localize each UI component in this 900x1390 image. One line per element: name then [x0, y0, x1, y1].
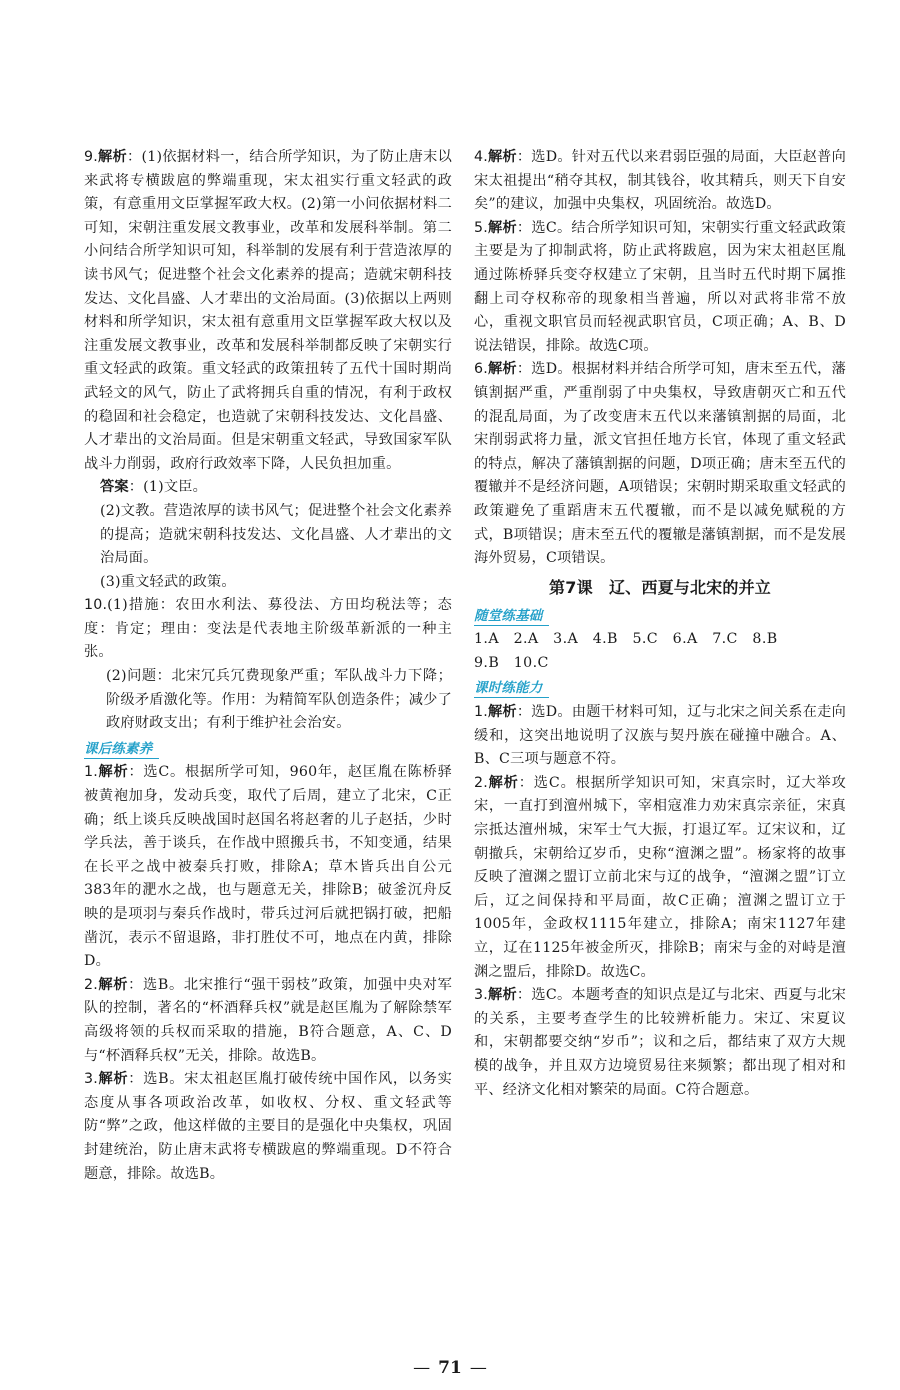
basic-answers-line-1: 1.A 2.A 3.A 4.B 5.C 6.A 7.C 8.B: [474, 631, 778, 648]
question-4: [474, 146, 846, 217]
section-tag-ability: 课时练能力: [474, 679, 549, 698]
analysis-label: 解析: [487, 987, 517, 1004]
analysis-label: 解析: [97, 1071, 129, 1088]
question-number: 3.: [474, 987, 488, 1004]
answer-line-2: (2)文教。营造浓厚的读书风气；促进整个社会文化素养的提高；造就宋朝科技发达、文化昌盛、人才辈出的文治局面。: [100, 502, 452, 567]
question-1: [84, 761, 452, 973]
analysis-label: 解析: [487, 361, 517, 378]
answer-text-1: ：(1)文臣。: [128, 479, 208, 496]
question-number: 10.: [84, 597, 108, 614]
analysis-label: 解析: [487, 219, 517, 236]
question-number: 5.: [474, 219, 488, 236]
question-number: 9.: [84, 149, 98, 165]
analysis-label: 解析: [97, 976, 129, 993]
analysis-text: ：选D。根据材料并结合所学可知，唐末至五代，藩镇割据严重，严重削弱了中央集权，导致唐朝灭亡和五代的混乱局面，为了改变唐末五代以来藩镇割据的局面，北宋削弱武将力量，派文官担任地方长官，体现了重文轻武的特点，解决了藩镇割据的问题，D项正确；唐末至五代的覆辙并不是经济问题，A项错误；宋朝时期采取重文轻武的政策避免了重蹈唐末五代覆辙，而不是以减免赋税的方式，B项错误；唐末至五代的覆辙是藩镇割据，而不是发展海外贸易，C项错误。: [474, 361, 846, 567]
question-number: 1.: [474, 704, 488, 721]
page-number-value: 71: [438, 1358, 462, 1378]
question-10: [84, 594, 452, 665]
analysis-label: 解析: [97, 149, 128, 165]
basic-answers-line-2: 9.B 10.C: [474, 654, 549, 671]
left-column: [84, 146, 452, 1186]
question-3: [84, 1068, 452, 1186]
question-number: 4.: [474, 149, 488, 165]
analysis-label: 解析: [97, 764, 129, 781]
analysis-text: ：选C。结合所学知识可知，宋朝实行重文轻武政策主要是为了抑制武将，防止武将跋扈，因为宋太祖赵匡胤通过陈桥驿兵变夺权建立了宋朝，且当时五代时期下属推翻上司夺权称帝的现象相当普遍，所以对武将非常不放心，重视文职官员而轻视武职官员，C项正确；A、B、D说法错误，排除。故选C项。: [474, 219, 846, 354]
q10-part-1: (1)措施：农田水利法、募役法、方田均税法等；态度：肯定；理由：变法是代表地主阶级革新派的一种主张。: [84, 597, 452, 661]
lesson-title: 第7课 辽、西夏与北宋的并立: [549, 577, 771, 597]
page-dash-right: —: [469, 1358, 487, 1378]
analysis-label: 解析: [487, 704, 517, 721]
analysis-text: ：选B。宋太祖赵匡胤打破传统中国作风，以务实态度从事各项政治改革，如收权、分权、重文轻武等防“弊”之政，他这样做的主要目的是强化中央集权，巩固封建统治，防止唐末武将专横跋扈的弊端重现。D不符合题意，排除。故选B。: [84, 1071, 452, 1182]
q10-part-2: (2)问题：北宋冗兵冗费现象严重；军队战斗力下降；阶级矛盾激化等。作用：为精简军队创造条件；减少了政府财政支出；有利于维护社会治安。: [106, 668, 452, 732]
answer-label: 答案: [100, 479, 129, 496]
question-number: 3.: [84, 1071, 98, 1088]
question-5: [474, 217, 846, 359]
ability-question-1: [474, 701, 846, 772]
analysis-text: ：(1)依据材料一，结合所学知识，为了防止唐末以来武将专横跋扈的弊端重现，宋太祖实行重文轻武的政策，有意重用文臣掌握军政大权。(2)第一小问依据材料二可知，宋朝注重发展文教事业，改革和发展科举制。第二小问结合所学知识可知，科举制的发展有利于营造浓厚的读书风气；促进整个社会文化素养的提高；造就宋朝科技发达、文化昌盛、人才辈出的文治局面。(3)依据以上两则材料和所学知识，宋太祖有意重用文臣掌握军政大权以及注重发展文教事业，改革和发展科举制都反映了宋朝实行重文轻武的政策。重文轻武的政策扭转了五代十国时期尚武轻文的风气，防止了武将拥兵自重的情况，有利于政权的稳固和社会稳定，也造就了宋朝科技发达、文化昌盛、人才辈出的文治局面。但是宋朝重文轻武，导致国家军队战斗力削弱，政府行政效率下降，人民负担加重。: [84, 149, 452, 472]
section-tag-basic: 随堂练基础: [474, 607, 549, 626]
page-number: [0, 1358, 900, 1378]
page-dash-left: —: [413, 1358, 431, 1378]
analysis-label: 解析: [487, 149, 517, 165]
question-number: 2.: [474, 774, 488, 791]
analysis-text: ：选B。北宋推行“强干弱枝”政策，加强中央对军队的控制，著名的“杯酒释兵权”就是赵匡胤为了解除禁军高级将领的兵权而采取的措施，B符合题意，A、C、D与“杯酒释兵权”无关，排除。故选B。: [84, 976, 452, 1064]
answer-line-3: (3)重文轻武的政策。: [100, 573, 236, 590]
question-2: [84, 974, 452, 1068]
ability-question-3: [474, 984, 846, 1102]
question-number: 6.: [474, 361, 488, 378]
question-9: [84, 146, 452, 476]
analysis-text: ：选D。由题干材料可知，辽与北宋之间关系在走向缓和，这突出地说明了汉族与契丹族在碰撞中融合。A、B、C三项与题意不符。: [474, 704, 846, 768]
analysis-text: ：选C。本题考查的知识点是辽与北宋、西夏与北宋的关系，主要考查学生的比较辨析能力。宋辽、宋夏议和，宋朝都要交纳“岁币”；议和之后，都结束了双方大规模的战争，并且双方边境贸易往来频繁；都出现了相对和平、经济文化相对繁荣的局面。C符合题意。: [474, 987, 846, 1098]
analysis-text: ：选C。根据所学知识可知，宋真宗时，辽大举攻宋，一直打到澶州城下，宰相寇准力劝宋真宗亲征，宋真宗抵达澶州城，宋军士气大振，打退辽军。辽宋议和，辽朝撤兵，宋朝给辽岁币，史称“澶渊之盟”。杨家将的故事反映了澶渊之盟订立前北宋与辽的战争，“澶渊之盟”订立后，辽之间保持和平局面，故C正确；澶渊之盟订立于1005年，金政权1115年建立，排除A；南宋1127年建立，辽在1125年被金所灭，排除B；南宋与金的对峙是澶渊之盟后，排除D。故选C。: [474, 774, 846, 980]
question-number: 1.: [84, 764, 98, 781]
analysis-text: ：选D。针对五代以来君弱臣强的局面，大臣赵普向宋太祖提出“稍夺其权，制其钱谷，收其精兵，则天下自安矣”的建议，加强中央集权，巩固统治。故选D。: [474, 149, 846, 213]
ability-question-2: [474, 772, 846, 984]
right-column: [474, 146, 846, 1102]
analysis-text: ：选C。根据所学可知，960年，赵匡胤在陈桥驿被黄袍加身，发动兵变，取代了后周，建立了北宋，C正确；纸上谈兵反映战国时赵国名将赵奢的儿子赵括，少时学兵法，善于谈兵，在作战中照搬兵书，不知变通，结果在长平之战中被秦兵打败，排除A；草木皆兵出自公元383年的淝水之战，也与题意无关，排除B；破釜沉舟反映的是项羽与秦兵作战时，带兵过河后就把锅打破，把船凿沉，表示不留退路，非打胜仗不可，地点在内黄，排除D。: [84, 764, 452, 970]
answer-line-1: [84, 476, 452, 500]
section-tag-homework: 课后练素养: [84, 740, 159, 759]
question-6: [474, 358, 846, 570]
analysis-label: 解析: [487, 774, 519, 791]
question-number: 2.: [84, 976, 98, 993]
